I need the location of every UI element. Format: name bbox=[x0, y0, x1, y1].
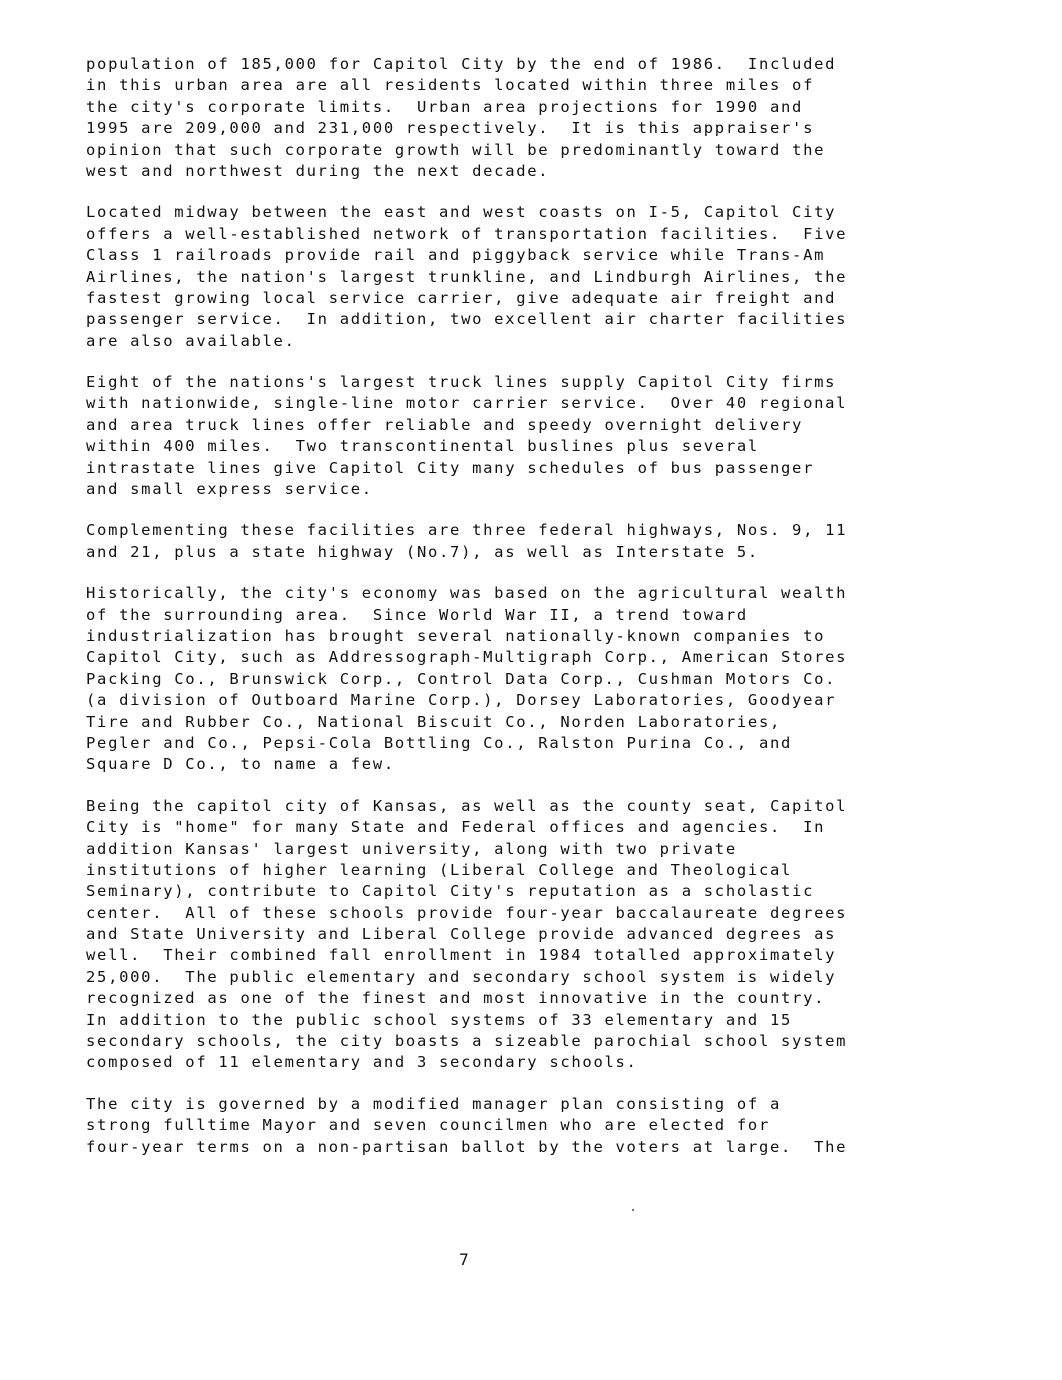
text-line: Historically, the city's economy was based on the agricultural wealth bbox=[86, 584, 848, 603]
text-line: and 21, plus a state highway (No.7), as well as Interstate 5. bbox=[86, 542, 759, 561]
text-line: industrialization has brought several nationally-known companies to bbox=[86, 626, 826, 645]
text-line: west and northwest during the next decade. bbox=[86, 161, 550, 180]
text-line: 1995 are 209,000 and 231,000 respectively. It is this appraiser's bbox=[86, 119, 815, 138]
text-line: Packing Co., Brunswick Corp., Control Data Corp., Cushman Motors Co. bbox=[86, 669, 837, 688]
text-line: (a division of Outboard Marine Corp.), Dorsey Laboratories, Goodyear bbox=[86, 691, 837, 710]
body-text bbox=[86, 54, 1046, 1178]
text-line: population of 185,000 for Capitol City by the end of 1986. Included bbox=[86, 55, 837, 73]
paragraph-population bbox=[86, 54, 1046, 182]
scan-speck bbox=[632, 1209, 634, 1211]
text-line: institutions of higher learning (Liberal College and Theological bbox=[86, 860, 793, 879]
text-line: opinion that such corporate growth will be predominantly toward the bbox=[86, 140, 826, 159]
text-line: of the surrounding area. Since World War II, a trend toward bbox=[86, 605, 748, 624]
text-line: center. All of these schools provide four-year baccalaureate degrees bbox=[86, 903, 848, 922]
text-line: In addition to the public school systems of 33 elementary and 15 bbox=[86, 1010, 793, 1029]
paragraph-education bbox=[86, 796, 1046, 1074]
text-line: fastest growing local service carrier, give adequate air freight and bbox=[86, 288, 837, 307]
text-line: composed of 11 elementary and 3 secondary schools. bbox=[86, 1053, 638, 1072]
text-line: well. Their combined fall enrollment in 1984 totalled approximately bbox=[86, 946, 837, 965]
text-line: and State University and Liberal College provide advanced degrees as bbox=[86, 925, 837, 944]
text-line: and area truck lines offer reliable and speedy overnight delivery bbox=[86, 415, 804, 434]
text-line: Airlines, the nation's largest trunkline, and Lindburgh Airlines, the bbox=[86, 267, 848, 286]
text-line: addition Kansas' largest university, along with two private bbox=[86, 839, 737, 858]
text-line: Located midway between the east and west coasts on I-5, Capitol City bbox=[86, 203, 837, 222]
text-line: intrastate lines give Capitol City many schedules of bus passenger bbox=[86, 458, 815, 477]
text-line: Seminary), contribute to Capitol City's reputation as a scholastic bbox=[86, 882, 815, 901]
text-line: Complementing these facilities are three federal highways, Nos. 9, 11 bbox=[86, 521, 848, 540]
text-line: Capitol City, such as Addressograph-Multigraph Corp., American Stores bbox=[86, 648, 848, 667]
paragraph-highways bbox=[86, 520, 1046, 563]
text-line: City is "home" for many State and Federal offices and agencies. In bbox=[86, 818, 826, 837]
text-line: Being the capitol city of Kansas, as well as the county seat, Capitol bbox=[86, 796, 848, 815]
text-line: Pegler and Co., Pepsi-Cola Bottling Co., Ralston Purina Co., and bbox=[86, 733, 793, 752]
paragraph-economy bbox=[86, 583, 1046, 776]
text-line: 25,000. The public elementary and secondary school system is widely bbox=[86, 967, 837, 986]
paragraph-government bbox=[86, 1094, 1046, 1158]
text-line: strong fulltime Mayor and seven councilmen who are elected for bbox=[86, 1116, 770, 1135]
paragraph-transportation bbox=[86, 202, 1046, 352]
text-line: The city is governed by a modified manager plan consisting of a bbox=[86, 1094, 782, 1113]
text-line: with nationwide, single-line motor carrier service. Over 40 regional bbox=[86, 394, 848, 413]
text-line: Class 1 railroads provide rail and piggyback service while Trans-Am bbox=[86, 246, 826, 265]
text-line: secondary schools, the city boasts a sizeable parochial school system bbox=[86, 1032, 848, 1051]
text-line: offers a well-established network of transportation facilities. Five bbox=[86, 224, 848, 243]
text-line: Tire and Rubber Co., National Biscuit Co., Norden Laboratories, bbox=[86, 712, 782, 731]
text-line: Square D Co., to name a few. bbox=[86, 755, 395, 774]
text-line: Eight of the nations's largest truck lines supply Capitol City firms bbox=[86, 373, 837, 392]
text-line: and small express service. bbox=[86, 480, 373, 499]
text-line: passenger service. In addition, two excellent air charter facilities bbox=[86, 310, 848, 329]
text-line: within 400 miles. Two transcontinental buslines plus several bbox=[86, 437, 759, 456]
text-line: the city's corporate limits. Urban area projections for 1990 and bbox=[86, 97, 804, 116]
text-line: in this urban area are all residents located within three miles of bbox=[86, 76, 815, 95]
text-line: four-year terms on a non-partisan ballot by the voters at large. The bbox=[86, 1137, 848, 1156]
text-line: are also available. bbox=[86, 331, 296, 350]
text-line: recognized as one of the finest and most innovative in the country. bbox=[86, 989, 826, 1008]
paragraph-truck-lines bbox=[86, 372, 1046, 500]
page-number: 7 bbox=[459, 1250, 469, 1269]
